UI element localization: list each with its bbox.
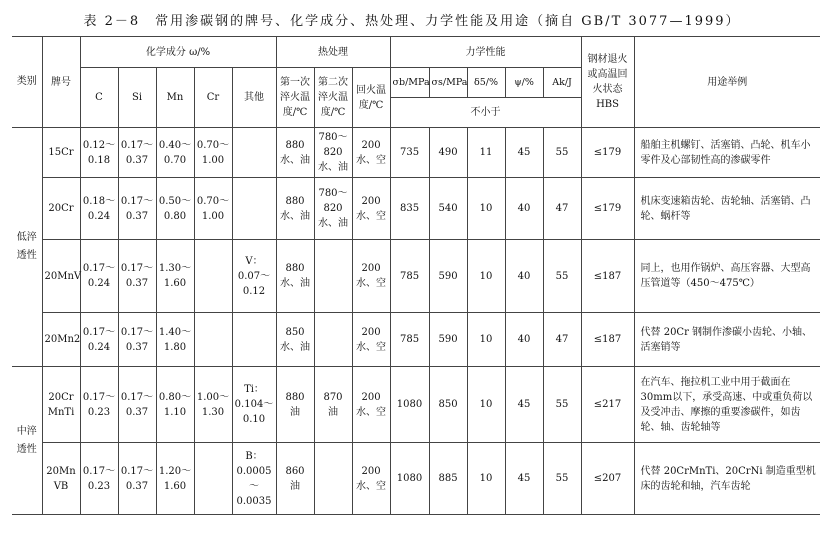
- table-row: [12, 313, 820, 367]
- cell-Cr: 0.70～ 1.00: [194, 178, 232, 240]
- cell-first-quench: 860 油: [276, 443, 314, 515]
- cell-other: Ti： 0.104～ 0.10: [232, 367, 276, 443]
- cell-first-quench: 850 水、油: [276, 313, 314, 367]
- cell-grade: 20Mn2: [42, 313, 80, 367]
- cell-use: 船舶主机螺钉、活塞销、凸轮、机车小零件及心部韧性高的渗碳零件: [634, 128, 820, 178]
- cell-temper: 200 水、空: [352, 128, 390, 178]
- cell-grade: 20MnV: [42, 240, 80, 313]
- cell-second-quench: 870 油: [314, 367, 352, 443]
- table-row: [12, 240, 820, 313]
- cell-sigma-s: 885: [429, 443, 467, 515]
- cell-delta5: 11: [467, 128, 505, 178]
- cell-Cr: 1.00～ 1.30: [194, 367, 232, 443]
- cell-Si: 0.17～ 0.37: [118, 443, 156, 515]
- header-Si: Si: [118, 68, 156, 128]
- cell-ak: 47: [543, 178, 581, 240]
- cell-grade: 20Cr MnTi: [42, 367, 80, 443]
- cell-hbs: ≤179: [581, 178, 634, 240]
- steel-table: [12, 36, 820, 515]
- cell-sigma-s: 590: [429, 240, 467, 313]
- cell-other: [232, 128, 276, 178]
- cell-sigma-s: 540: [429, 178, 467, 240]
- table-caption: 表 2－8 常用渗碳钢的牌号、化学成分、热处理、力学性能及用途（摘自 GB/T 3077—1999）: [83, 14, 741, 29]
- cell-use: 同上，也用作锅炉、高压容器、大型高压管道等（450～475℃）: [634, 240, 820, 313]
- cell-Si: 0.17～ 0.37: [118, 178, 156, 240]
- cell-use: 代替 20CrMnTi、20CrNi 制造重型机床的齿轮和轴，汽车齿轮: [634, 443, 820, 515]
- header-mechanical: 力学性能: [390, 37, 581, 68]
- cell-C: 0.17～ 0.23: [80, 443, 118, 515]
- cell-sigma-b: 1080: [390, 443, 429, 515]
- cell-second-quench: [314, 313, 352, 367]
- cell-delta5: 10: [467, 443, 505, 515]
- cell-sigma-b: 1080: [390, 367, 429, 443]
- cell-delta5: 10: [467, 178, 505, 240]
- cell-first-quench: 880 水、油: [276, 240, 314, 313]
- cell-sigma-b: 835: [390, 178, 429, 240]
- cell-other: [232, 178, 276, 240]
- cell-Mn: 1.30～ 1.60: [156, 240, 194, 313]
- cell-sigma-b: 735: [390, 128, 429, 178]
- cell-ak: 55: [543, 443, 581, 515]
- cell-Mn: 0.50～ 0.80: [156, 178, 194, 240]
- cell-sigma-s: 490: [429, 128, 467, 178]
- header-psi: ψ/%: [505, 68, 543, 98]
- header-category: 类别: [12, 37, 42, 128]
- cell-Cr: 0.70～ 1.00: [194, 128, 232, 178]
- table-row: [12, 128, 820, 178]
- cell-sigma-s: 850: [429, 367, 467, 443]
- cell-Mn: 0.80～ 1.10: [156, 367, 194, 443]
- header-sigma-b: σb/MPa: [390, 68, 429, 98]
- cell-use: 机床变速箱齿轮、齿轮轴、活塞销、凸轮、蜗杆等: [634, 178, 820, 240]
- cell-Mn: 0.40～ 0.70: [156, 128, 194, 178]
- cell-first-quench: 880 水、油: [276, 178, 314, 240]
- cell-temper: 200 水、空: [352, 367, 390, 443]
- cell-Si: 0.17～ 0.37: [118, 240, 156, 313]
- header-anneal: 钢材退火或高温回火状态 HBS: [581, 37, 634, 128]
- table-row: [12, 443, 820, 515]
- cell-Si: 0.17～ 0.37: [118, 128, 156, 178]
- cell-Si: 0.17～ 0.37: [118, 313, 156, 367]
- cell-Cr: [194, 240, 232, 313]
- cell-ak: 47: [543, 313, 581, 367]
- cell-psi: 40: [505, 178, 543, 240]
- cell-ak: 55: [543, 367, 581, 443]
- cell-delta5: 10: [467, 313, 505, 367]
- cell-C: 0.17～ 0.23: [80, 367, 118, 443]
- header-Cr: Cr: [194, 68, 232, 128]
- cell-hbs: ≤179: [581, 128, 634, 178]
- cell-sigma-b: 785: [390, 240, 429, 313]
- cell-psi: 45: [505, 367, 543, 443]
- cell-temper: 200 水、空: [352, 443, 390, 515]
- cell-second-quench: [314, 240, 352, 313]
- cell-hbs: ≤187: [581, 240, 634, 313]
- cell-delta5: 10: [467, 367, 505, 443]
- cell-hbs: ≤207: [581, 443, 634, 515]
- category-low: 低淬透性: [12, 128, 42, 367]
- header-delta5: δ5/%: [467, 68, 505, 98]
- header-other: 其他: [232, 68, 276, 128]
- cell-sigma-b: 785: [390, 313, 429, 367]
- cell-hbs: ≤187: [581, 313, 634, 367]
- cell-grade: 20Mn VB: [42, 443, 80, 515]
- cell-Mn: 1.40～ 1.80: [156, 313, 194, 367]
- cell-sigma-s: 590: [429, 313, 467, 367]
- cell-Cr: [194, 443, 232, 515]
- cell-temper: 200 水、空: [352, 313, 390, 367]
- cell-delta5: 10: [467, 240, 505, 313]
- data-table-wrapper: [12, 36, 820, 515]
- cell-other: B： 0.0005～ 0.0035: [232, 443, 276, 515]
- cell-use: 在汽车、拖拉机工业中用于截面在30mm以下，承受高速、中或重负荷以及受冲击、摩擦的重要渗碳件，如齿轮、轴、齿轮轴等: [634, 367, 820, 443]
- header-temper: 回火温度/℃: [352, 68, 390, 128]
- cell-Mn: 1.20～ 1.60: [156, 443, 194, 515]
- cell-temper: 200 水、空: [352, 178, 390, 240]
- cell-psi: 40: [505, 240, 543, 313]
- header-Mn: Mn: [156, 68, 194, 128]
- table-row: [12, 178, 820, 240]
- cell-grade: 20Cr: [42, 178, 80, 240]
- cell-C: 0.17～ 0.24: [80, 313, 118, 367]
- cell-psi: 40: [505, 313, 543, 367]
- cell-temper: 200 水、空: [352, 240, 390, 313]
- header-sigma-s: σs/MPa: [429, 68, 467, 98]
- cell-second-quench: 780～ 820水、油: [314, 128, 352, 178]
- cell-second-quench: 780～ 820 水、油: [314, 178, 352, 240]
- cell-ak: 55: [543, 240, 581, 313]
- header-ak: Ak/J: [543, 68, 581, 98]
- header-grade: 牌号: [42, 37, 80, 128]
- cell-C: 0.12～ 0.18: [80, 128, 118, 178]
- cell-other: V： 0.07～ 0.12: [232, 240, 276, 313]
- cell-C: 0.17～ 0.24: [80, 240, 118, 313]
- cell-Cr: [194, 313, 232, 367]
- cell-first-quench: 880 水、油: [276, 128, 314, 178]
- cell-psi: 45: [505, 443, 543, 515]
- header-not-less: 不小于: [390, 98, 581, 128]
- cell-grade: 15Cr: [42, 128, 80, 178]
- header-first-quench: 第一次淬火温度/℃: [276, 68, 314, 128]
- cell-ak: 55: [543, 128, 581, 178]
- cell-other: [232, 313, 276, 367]
- header-C: C: [80, 68, 118, 128]
- header-composition: 化学成分 ω/%: [80, 37, 276, 68]
- cell-first-quench: 880 油: [276, 367, 314, 443]
- header-second-quench: 第二次淬火温度/℃: [314, 68, 352, 128]
- cell-psi: 45: [505, 128, 543, 178]
- category-mid: 中淬透性: [12, 367, 42, 515]
- cell-Si: 0.17～ 0.37: [118, 367, 156, 443]
- header-heat: 热处理: [276, 37, 390, 68]
- header-uses: 用途举例: [634, 37, 820, 128]
- cell-second-quench: [314, 443, 352, 515]
- cell-use: 代替 20Cr 钢制作渗碳小齿轮、小轴、活塞销等: [634, 313, 820, 367]
- cell-C: 0.18～ 0.24: [80, 178, 118, 240]
- table-row: [12, 367, 820, 443]
- cell-hbs: ≤217: [581, 367, 634, 443]
